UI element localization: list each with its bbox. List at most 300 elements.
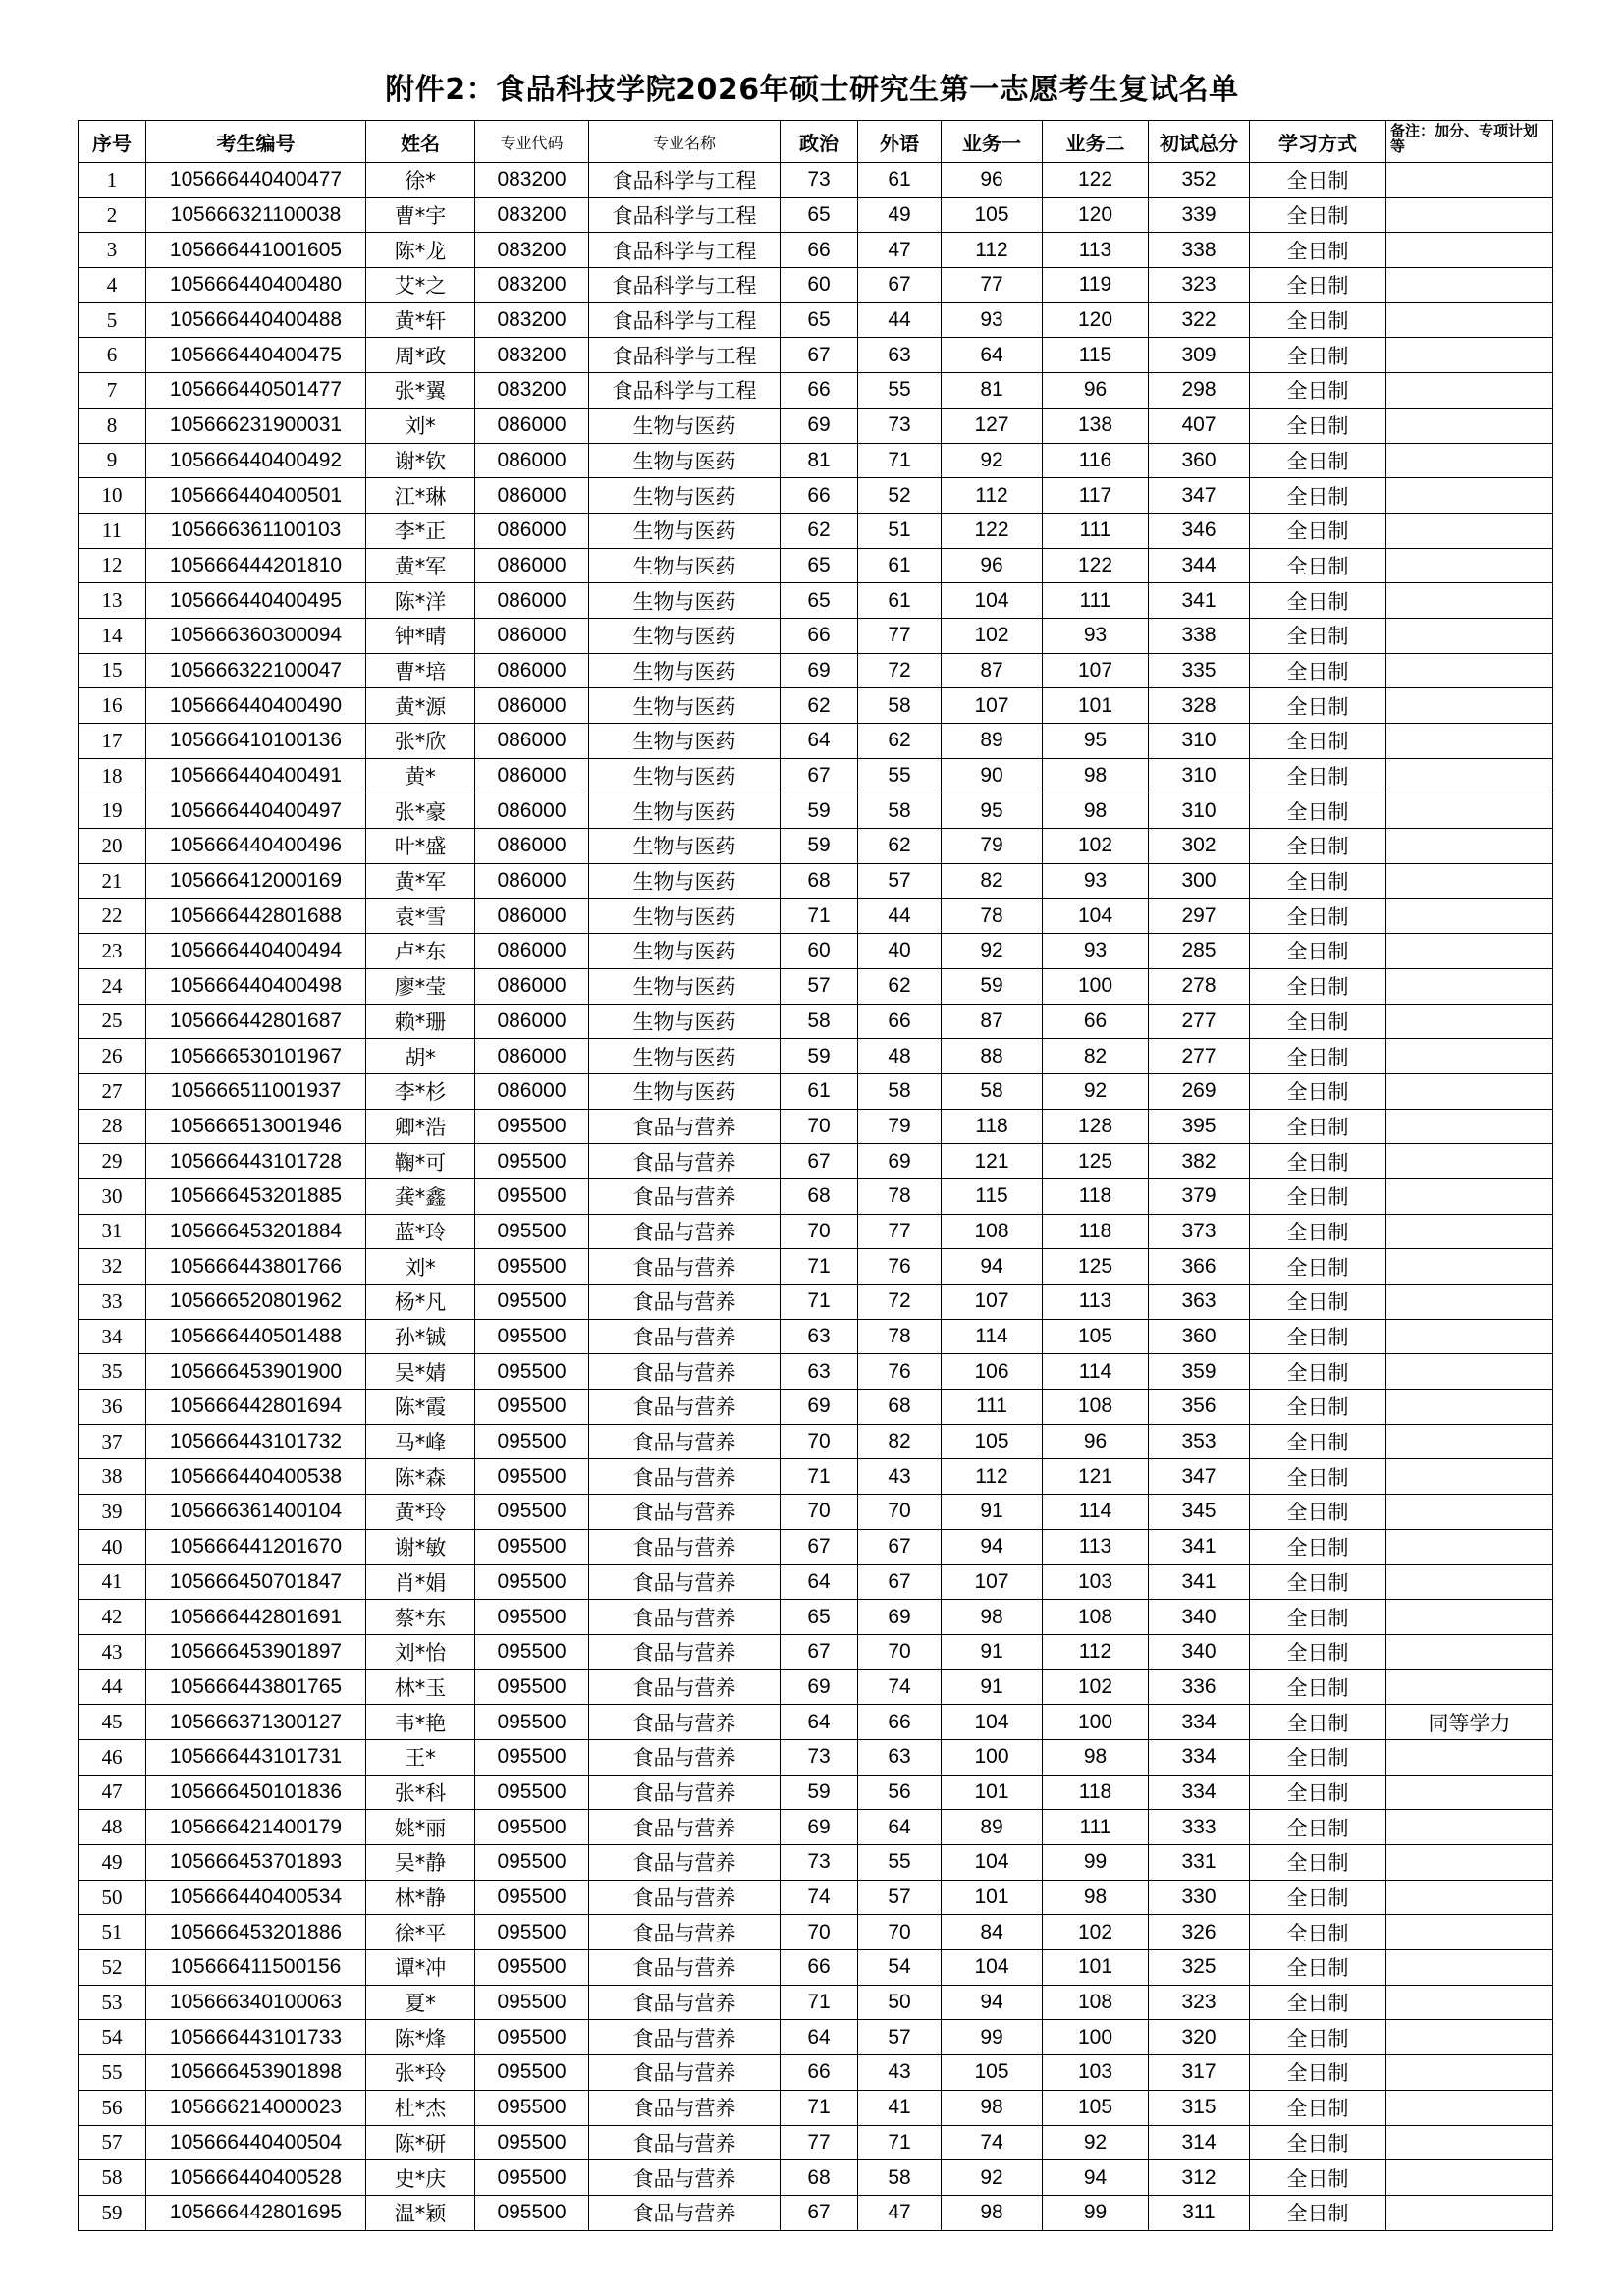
cell-major-code: 095500 (475, 1775, 589, 1810)
cell-study-mode: 全日制 (1250, 1424, 1386, 1459)
cell-seq: 2 (79, 197, 146, 233)
cell-candidate-id: 105666442801688 (146, 899, 366, 934)
cell-candidate-id: 105666453901898 (146, 2055, 366, 2091)
cell-total: 317 (1149, 2055, 1250, 2091)
cell-seq: 51 (79, 1915, 146, 1950)
cell-candidate-id: 105666440400488 (146, 302, 366, 338)
cell-subject1: 118 (942, 1109, 1043, 1144)
cell-subject1: 95 (942, 793, 1043, 829)
cell-major-code: 086000 (475, 793, 589, 829)
cell-name: 蔡*东 (366, 1600, 475, 1635)
cell-seq: 54 (79, 2020, 146, 2055)
cell-major-name: 食品与营养 (589, 1354, 781, 1390)
cell-subject2: 119 (1043, 268, 1149, 303)
cell-major-name: 食品与营养 (589, 2020, 781, 2055)
cell-politics: 66 (781, 233, 858, 268)
cell-major-code: 086000 (475, 688, 589, 724)
cell-subject2: 114 (1043, 1495, 1149, 1530)
cell-study-mode: 全日制 (1250, 1669, 1386, 1705)
cell-subject1: 64 (942, 338, 1043, 373)
cell-subject2: 111 (1043, 513, 1149, 548)
cell-politics: 66 (781, 373, 858, 409)
cell-subject1: 98 (942, 2195, 1043, 2230)
cell-note (1386, 2195, 1553, 2230)
cell-candidate-id: 105666440400528 (146, 2160, 366, 2196)
cell-total: 297 (1149, 899, 1250, 934)
cell-major-code: 086000 (475, 583, 589, 619)
cell-seq: 33 (79, 1285, 146, 1320)
cell-major-code: 086000 (475, 443, 589, 478)
table-row (79, 1109, 1553, 1144)
cell-foreign-lang: 73 (858, 408, 942, 443)
cell-candidate-id: 105666453201884 (146, 1214, 366, 1249)
cell-candidate-id: 105666442801687 (146, 1004, 366, 1039)
cell-note (1386, 2125, 1553, 2160)
cell-name: 曹*宇 (366, 197, 475, 233)
cell-major-name: 生物与医药 (589, 1073, 781, 1109)
cell-foreign-lang: 40 (858, 934, 942, 969)
cell-subject1: 114 (942, 1319, 1043, 1354)
cell-name: 黄* (366, 758, 475, 793)
cell-major-code: 086000 (475, 1039, 589, 1074)
cell-note (1386, 1739, 1553, 1775)
cell-note (1386, 478, 1553, 514)
cell-candidate-id: 105666361400104 (146, 1495, 366, 1530)
cell-subject1: 107 (942, 688, 1043, 724)
cell-major-code: 086000 (475, 863, 589, 899)
cell-foreign-lang: 50 (858, 1985, 942, 2020)
cell-total: 300 (1149, 863, 1250, 899)
cell-subject2: 125 (1043, 1249, 1149, 1285)
cell-total: 285 (1149, 934, 1250, 969)
cell-politics: 65 (781, 197, 858, 233)
cell-candidate-id: 105666231900031 (146, 408, 366, 443)
table-row (79, 408, 1553, 443)
cell-study-mode: 全日制 (1250, 2125, 1386, 2160)
cell-candidate-id: 105666421400179 (146, 1810, 366, 1845)
cell-subject1: 104 (942, 1845, 1043, 1881)
cell-study-mode: 全日制 (1250, 163, 1386, 198)
cell-candidate-id: 105666440400477 (146, 163, 366, 198)
cell-total: 333 (1149, 1810, 1250, 1845)
cell-subject2: 102 (1043, 1915, 1149, 1950)
cell-study-mode: 全日制 (1250, 1739, 1386, 1775)
cell-name: 龚*鑫 (366, 1178, 475, 1214)
cell-major-name: 生物与医药 (589, 443, 781, 478)
cell-study-mode: 全日制 (1250, 1390, 1386, 1425)
cell-total: 341 (1149, 583, 1250, 619)
cell-politics: 59 (781, 1775, 858, 1810)
cell-foreign-lang: 79 (858, 1109, 942, 1144)
cell-total: 334 (1149, 1775, 1250, 1810)
cell-study-mode: 全日制 (1250, 724, 1386, 759)
cell-subject1: 58 (942, 1073, 1043, 1109)
cell-politics: 69 (781, 1669, 858, 1705)
cell-major-name: 食品与营养 (589, 1810, 781, 1845)
table-row (79, 2125, 1553, 2160)
cell-subject2: 93 (1043, 863, 1149, 899)
cell-note (1386, 829, 1553, 864)
cell-candidate-id: 105666371300127 (146, 1705, 366, 1740)
cell-candidate-id: 105666450101836 (146, 1775, 366, 1810)
cell-study-mode: 全日制 (1250, 1109, 1386, 1144)
cell-total: 360 (1149, 1319, 1250, 1354)
table-row (79, 1459, 1553, 1495)
cell-major-name: 食品与营养 (589, 1634, 781, 1669)
cell-study-mode: 全日制 (1250, 2055, 1386, 2091)
cell-note (1386, 1424, 1553, 1459)
table-header-row (79, 121, 1553, 163)
cell-seq: 48 (79, 1810, 146, 1845)
cell-politics: 63 (781, 1319, 858, 1354)
cell-seq: 40 (79, 1529, 146, 1564)
cell-foreign-lang: 71 (858, 443, 942, 478)
cell-candidate-id: 105666450701847 (146, 1564, 366, 1600)
table-row (79, 233, 1553, 268)
cell-subject1: 108 (942, 1214, 1043, 1249)
cell-foreign-lang: 52 (858, 478, 942, 514)
table-row (79, 899, 1553, 934)
cell-subject1: 98 (942, 2090, 1043, 2125)
cell-politics: 66 (781, 618, 858, 653)
cell-subject2: 108 (1043, 1600, 1149, 1635)
cell-major-name: 食品与营养 (589, 1950, 781, 1986)
cell-name: 蓝*玲 (366, 1214, 475, 1249)
cell-seq: 30 (79, 1178, 146, 1214)
cell-politics: 61 (781, 1073, 858, 1109)
cell-politics: 64 (781, 2020, 858, 2055)
cell-foreign-lang: 82 (858, 1424, 942, 1459)
cell-major-name: 食品与营养 (589, 1424, 781, 1459)
cell-candidate-id: 105666322100047 (146, 653, 366, 688)
cell-candidate-id: 105666440400496 (146, 829, 366, 864)
cell-subject1: 92 (942, 934, 1043, 969)
cell-politics: 70 (781, 1424, 858, 1459)
cell-seq: 4 (79, 268, 146, 303)
cell-candidate-id: 105666453901900 (146, 1354, 366, 1390)
cell-note (1386, 2160, 1553, 2196)
cell-subject1: 94 (942, 1249, 1043, 1285)
cell-name: 谭*冲 (366, 1950, 475, 1986)
table-row (79, 1810, 1553, 1845)
cell-name: 黄*玲 (366, 1495, 475, 1530)
cell-total: 269 (1149, 1073, 1250, 1109)
table-row (79, 968, 1553, 1004)
cell-study-mode: 全日制 (1250, 1459, 1386, 1495)
cell-subject1: 107 (942, 1285, 1043, 1320)
cell-subject1: 94 (942, 1529, 1043, 1564)
cell-politics: 66 (781, 1950, 858, 1986)
header-foreign-lang: 外语 (858, 121, 942, 163)
cell-politics: 69 (781, 408, 858, 443)
cell-subject2: 82 (1043, 1039, 1149, 1074)
cell-candidate-id: 105666442801691 (146, 1600, 366, 1635)
cell-major-name: 食品科学与工程 (589, 268, 781, 303)
cell-total: 356 (1149, 1390, 1250, 1425)
cell-note (1386, 2055, 1553, 2091)
cell-subject2: 93 (1043, 618, 1149, 653)
cell-note (1386, 1144, 1553, 1179)
cell-name: 陈*烽 (366, 2020, 475, 2055)
cell-seq: 38 (79, 1459, 146, 1495)
cell-name: 江*琳 (366, 478, 475, 514)
cell-major-name: 食品与营养 (589, 1459, 781, 1495)
cell-name: 叶*盛 (366, 829, 475, 864)
cell-major-code: 095500 (475, 1845, 589, 1881)
cell-foreign-lang: 77 (858, 618, 942, 653)
cell-major-code: 095500 (475, 1424, 589, 1459)
cell-subject2: 92 (1043, 2125, 1149, 2160)
cell-note (1386, 653, 1553, 688)
cell-subject1: 104 (942, 583, 1043, 619)
cell-subject2: 111 (1043, 583, 1149, 619)
cell-subject1: 82 (942, 863, 1043, 899)
cell-note (1386, 934, 1553, 969)
cell-major-name: 生物与医药 (589, 408, 781, 443)
cell-total: 315 (1149, 2090, 1250, 2125)
cell-note (1386, 1109, 1553, 1144)
cell-seq: 14 (79, 618, 146, 653)
cell-total: 323 (1149, 268, 1250, 303)
cell-name: 张*豪 (366, 793, 475, 829)
cell-note (1386, 758, 1553, 793)
cell-study-mode: 全日制 (1250, 1705, 1386, 1740)
cell-note (1386, 163, 1553, 198)
cell-major-code: 095500 (475, 1669, 589, 1705)
cell-major-code: 095500 (475, 1319, 589, 1354)
cell-foreign-lang: 58 (858, 2160, 942, 2196)
cell-politics: 70 (781, 1915, 858, 1950)
cell-major-name: 食品与营养 (589, 2055, 781, 2091)
cell-total: 277 (1149, 1039, 1250, 1074)
cell-total: 360 (1149, 443, 1250, 478)
cell-study-mode: 全日制 (1250, 1144, 1386, 1179)
cell-study-mode: 全日制 (1250, 1634, 1386, 1669)
cell-study-mode: 全日制 (1250, 899, 1386, 934)
cell-seq: 39 (79, 1495, 146, 1530)
cell-major-code: 083200 (475, 338, 589, 373)
table-row (79, 1739, 1553, 1775)
cell-politics: 64 (781, 1705, 858, 1740)
cell-candidate-id: 105666440400494 (146, 934, 366, 969)
cell-seq: 58 (79, 2160, 146, 2196)
cell-seq: 53 (79, 1985, 146, 2020)
cell-politics: 69 (781, 1390, 858, 1425)
table-row (79, 373, 1553, 409)
cell-major-code: 086000 (475, 653, 589, 688)
cell-major-code: 095500 (475, 1985, 589, 2020)
cell-seq: 44 (79, 1669, 146, 1705)
cell-seq: 25 (79, 1004, 146, 1039)
cell-note (1386, 1985, 1553, 2020)
table-row (79, 1529, 1553, 1564)
cell-study-mode: 全日制 (1250, 583, 1386, 619)
cell-note (1386, 1039, 1553, 1074)
cell-candidate-id: 105666440400492 (146, 443, 366, 478)
cell-study-mode: 全日制 (1250, 793, 1386, 829)
cell-major-code: 083200 (475, 268, 589, 303)
cell-politics: 68 (781, 2160, 858, 2196)
cell-candidate-id: 105666321100038 (146, 197, 366, 233)
cell-seq: 20 (79, 829, 146, 864)
cell-note (1386, 338, 1553, 373)
cell-name: 黄*轩 (366, 302, 475, 338)
cell-foreign-lang: 70 (858, 1634, 942, 1669)
cell-candidate-id: 105666440400534 (146, 1880, 366, 1915)
cell-study-mode: 全日制 (1250, 829, 1386, 864)
cell-subject2: 111 (1043, 1810, 1149, 1845)
cell-study-mode: 全日制 (1250, 1039, 1386, 1074)
document-title: 附件2：食品科技学院2026年硕士研究生第一志愿考生复试名单 (385, 73, 1239, 107)
cell-subject1: 88 (942, 1039, 1043, 1074)
cell-major-name: 食品与营养 (589, 1739, 781, 1775)
cell-major-name: 食品与营养 (589, 1600, 781, 1635)
cell-name: 谢*钦 (366, 443, 475, 478)
cell-name: 杨*凡 (366, 1285, 475, 1320)
cell-name: 黄*军 (366, 863, 475, 899)
table-row (79, 1073, 1553, 1109)
cell-total: 335 (1149, 653, 1250, 688)
cell-subject2: 98 (1043, 793, 1149, 829)
cell-major-code: 095500 (475, 1109, 589, 1144)
cell-seq: 21 (79, 863, 146, 899)
cell-foreign-lang: 57 (858, 863, 942, 899)
cell-foreign-lang: 76 (858, 1354, 942, 1390)
cell-subject1: 92 (942, 443, 1043, 478)
cell-foreign-lang: 78 (858, 1319, 942, 1354)
cell-total: 352 (1149, 163, 1250, 198)
cell-major-name: 食品与营养 (589, 1915, 781, 1950)
cell-candidate-id: 105666453701893 (146, 1845, 366, 1881)
cell-note (1386, 618, 1553, 653)
cell-major-code: 095500 (475, 2020, 589, 2055)
cell-note (1386, 688, 1553, 724)
cell-total: 309 (1149, 338, 1250, 373)
cell-major-code: 095500 (475, 1634, 589, 1669)
cell-politics: 60 (781, 934, 858, 969)
cell-name: 张*欣 (366, 724, 475, 759)
cell-study-mode: 全日制 (1250, 1600, 1386, 1635)
cell-major-name: 食品与营养 (589, 1144, 781, 1179)
cell-seq: 7 (79, 373, 146, 409)
cell-subject2: 118 (1043, 1178, 1149, 1214)
cell-note (1386, 724, 1553, 759)
cell-foreign-lang: 43 (858, 1459, 942, 1495)
cell-total: 379 (1149, 1178, 1250, 1214)
cell-candidate-id: 105666443801766 (146, 1249, 366, 1285)
cell-foreign-lang: 48 (858, 1039, 942, 1074)
header-note: 备注：加分、专项计划等 (1386, 121, 1553, 163)
cell-seq: 19 (79, 793, 146, 829)
cell-seq: 6 (79, 338, 146, 373)
cell-foreign-lang: 70 (858, 1915, 942, 1950)
cell-candidate-id: 105666361100103 (146, 513, 366, 548)
table-row (79, 1285, 1553, 1320)
cell-total: 323 (1149, 1985, 1250, 2020)
cell-total: 407 (1149, 408, 1250, 443)
cell-subject2: 108 (1043, 1390, 1149, 1425)
cell-politics: 71 (781, 1249, 858, 1285)
cell-major-name: 食品与营养 (589, 2125, 781, 2160)
cell-major-code: 083200 (475, 197, 589, 233)
cell-subject2: 104 (1043, 899, 1149, 934)
cell-study-mode: 全日制 (1250, 2020, 1386, 2055)
table-row (79, 2160, 1553, 2196)
cell-seq: 10 (79, 478, 146, 514)
cell-subject1: 111 (942, 1390, 1043, 1425)
cell-name: 陈*研 (366, 2125, 475, 2160)
cell-politics: 65 (781, 1600, 858, 1635)
cell-foreign-lang: 64 (858, 1810, 942, 1845)
cell-study-mode: 全日制 (1250, 1073, 1386, 1109)
cell-study-mode: 全日制 (1250, 1915, 1386, 1950)
cell-candidate-id: 105666443101732 (146, 1424, 366, 1459)
cell-foreign-lang: 58 (858, 688, 942, 724)
cell-name: 钟*晴 (366, 618, 475, 653)
cell-subject1: 74 (942, 2125, 1043, 2160)
cell-foreign-lang: 61 (858, 548, 942, 583)
cell-subject2: 98 (1043, 1880, 1149, 1915)
cell-note (1386, 793, 1553, 829)
cell-major-code: 095500 (475, 1564, 589, 1600)
cell-total: 353 (1149, 1424, 1250, 1459)
cell-candidate-id: 105666440400501 (146, 478, 366, 514)
cell-seq: 17 (79, 724, 146, 759)
cell-study-mode: 全日制 (1250, 1285, 1386, 1320)
cell-study-mode: 全日制 (1250, 1249, 1386, 1285)
cell-foreign-lang: 62 (858, 724, 942, 759)
cell-seq: 45 (79, 1705, 146, 1740)
cell-subject2: 93 (1043, 934, 1149, 969)
table-row (79, 163, 1553, 198)
cell-total: 302 (1149, 829, 1250, 864)
cell-seq: 59 (79, 2195, 146, 2230)
cell-major-code: 095500 (475, 2055, 589, 2091)
cell-total: 310 (1149, 724, 1250, 759)
cell-candidate-id: 105666440400475 (146, 338, 366, 373)
cell-name: 夏* (366, 1985, 475, 2020)
cell-politics: 64 (781, 724, 858, 759)
cell-major-code: 083200 (475, 373, 589, 409)
table-row (79, 1950, 1553, 1986)
cell-major-code: 095500 (475, 1739, 589, 1775)
cell-study-mode: 全日制 (1250, 1214, 1386, 1249)
table-row (79, 1214, 1553, 1249)
cell-total: 328 (1149, 688, 1250, 724)
cell-foreign-lang: 77 (858, 1214, 942, 1249)
cell-note (1386, 1459, 1553, 1495)
cell-note (1386, 233, 1553, 268)
cell-politics: 70 (781, 1495, 858, 1530)
cell-total: 341 (1149, 1564, 1250, 1600)
cell-note (1386, 1354, 1553, 1390)
cell-total: 366 (1149, 1249, 1250, 1285)
cell-major-code: 095500 (475, 1600, 589, 1635)
cell-candidate-id: 105666440400490 (146, 688, 366, 724)
cell-major-code: 086000 (475, 478, 589, 514)
cell-seq: 15 (79, 653, 146, 688)
cell-major-name: 食品科学与工程 (589, 373, 781, 409)
cell-study-mode: 全日制 (1250, 408, 1386, 443)
cell-major-name: 食品科学与工程 (589, 338, 781, 373)
cell-name: 杜*杰 (366, 2090, 475, 2125)
table-row (79, 443, 1553, 478)
table-row (79, 1495, 1553, 1530)
cell-seq: 12 (79, 548, 146, 583)
table-row (79, 1390, 1553, 1425)
cell-candidate-id: 105666441001605 (146, 233, 366, 268)
cell-subject2: 120 (1043, 197, 1149, 233)
